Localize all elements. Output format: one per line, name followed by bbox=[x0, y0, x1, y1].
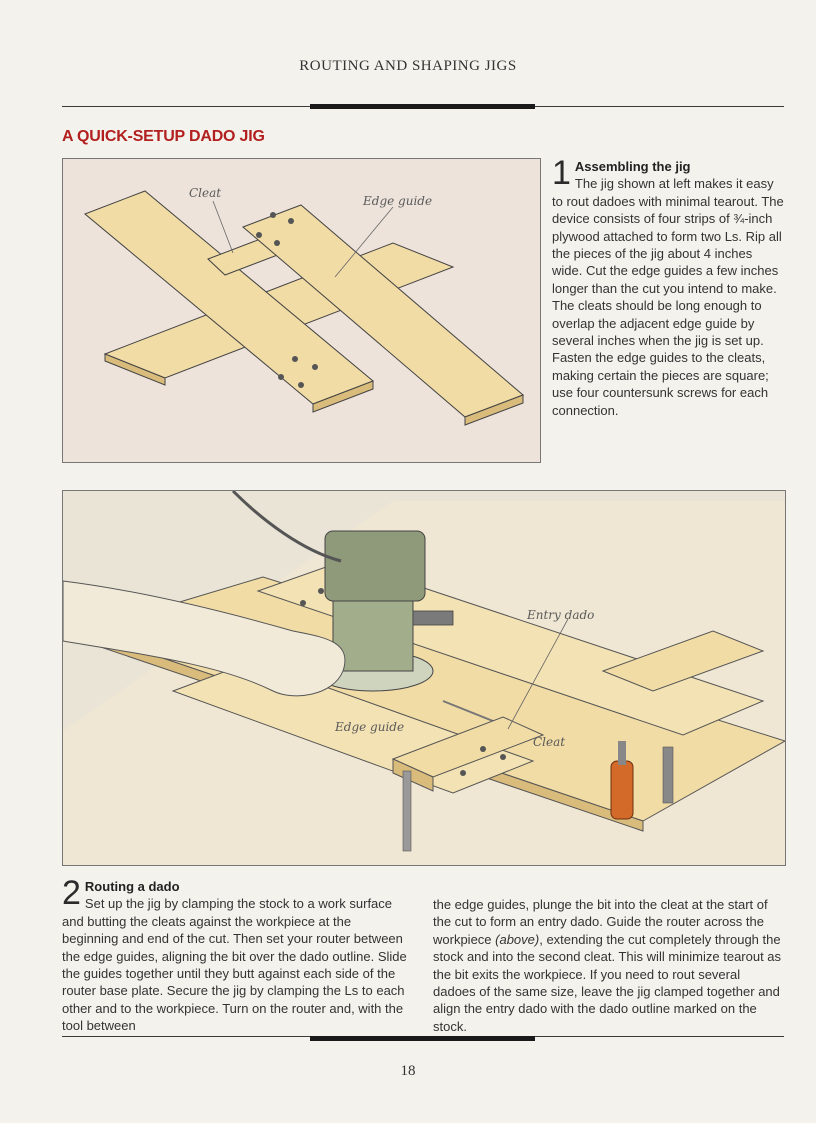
step-2-col2 bbox=[433, 896, 784, 1035]
step-1-heading: Assembling the jig bbox=[574, 159, 691, 174]
figure-jig-assembly bbox=[62, 158, 541, 463]
label-cleat-2: Cleat bbox=[533, 735, 566, 749]
step-2-text-col1: Set up the jig by clamping the stock to a work surface and butting the cleats against the workpiece at the beginning and end of the cut. Then set your router between the edge guides, aligning the bit over the dado outline. Slide the guides together until they butt against each side of the router base plate. Secure the jig by clamping the Ls to each other and to the workpiece. Turn on the router and, with the tool between bbox=[62, 896, 407, 1034]
step-1 bbox=[552, 154, 784, 419]
label-cleat: Cleat bbox=[189, 186, 222, 200]
step-2-col1 bbox=[62, 874, 409, 1035]
step-2-number: 2 bbox=[62, 874, 81, 912]
step-2-text-italic: (above) bbox=[495, 931, 540, 947]
label-edge-guide: Edge guide bbox=[363, 194, 433, 208]
label-entry-dado: Entry dado bbox=[527, 608, 595, 622]
figure-routing-dado bbox=[62, 490, 786, 866]
step-1-text: The jig shown at left makes it easy to rout dadoes with minimal tearout. The device consists of four strips of ¾-inch plywood attached to form two Ls. Rip all the pieces of the jig about 4 inches wide. Cut the edge guides a few inches longer than the cut you intend to make. The cleats should be long enough to overlap the adjacent edge guide by several inches when the jig is set up. Fasten the edge guides to the cleats, making certain the pieces are square; use four countersunk screws for each connection. bbox=[552, 176, 784, 418]
running-head: ROUTING AND SHAPING JIGS bbox=[299, 58, 517, 74]
step-1-number: 1 bbox=[552, 154, 571, 192]
jig-assembly-illustration bbox=[63, 159, 540, 462]
routing-dado-illustration bbox=[63, 491, 785, 865]
section-title: A QUICK-SETUP DADO JIG bbox=[62, 128, 265, 145]
step-2-text-col2a: the edge guides, plunge the bit into the cleat at the start of the cut to form an entry dado. Guide the router across the workpiece bbox=[433, 897, 768, 947]
page-number: 18 bbox=[400, 1063, 416, 1079]
footer-rule-bar bbox=[310, 1036, 535, 1041]
header-rule-bar bbox=[310, 104, 535, 109]
step-2-text-col2b: , extending the cut completely through the stock and into the second cleat. This will minimize tearout as the bit exits the workpiece. If you need to rout several dadoes of the same size, leave the jig clamped together and align the entry dado with the dado outline marked on the stock. bbox=[433, 931, 782, 1034]
label-edge-guide-2: Edge guide bbox=[335, 720, 405, 734]
step-2-heading: Routing a dado bbox=[84, 879, 180, 894]
